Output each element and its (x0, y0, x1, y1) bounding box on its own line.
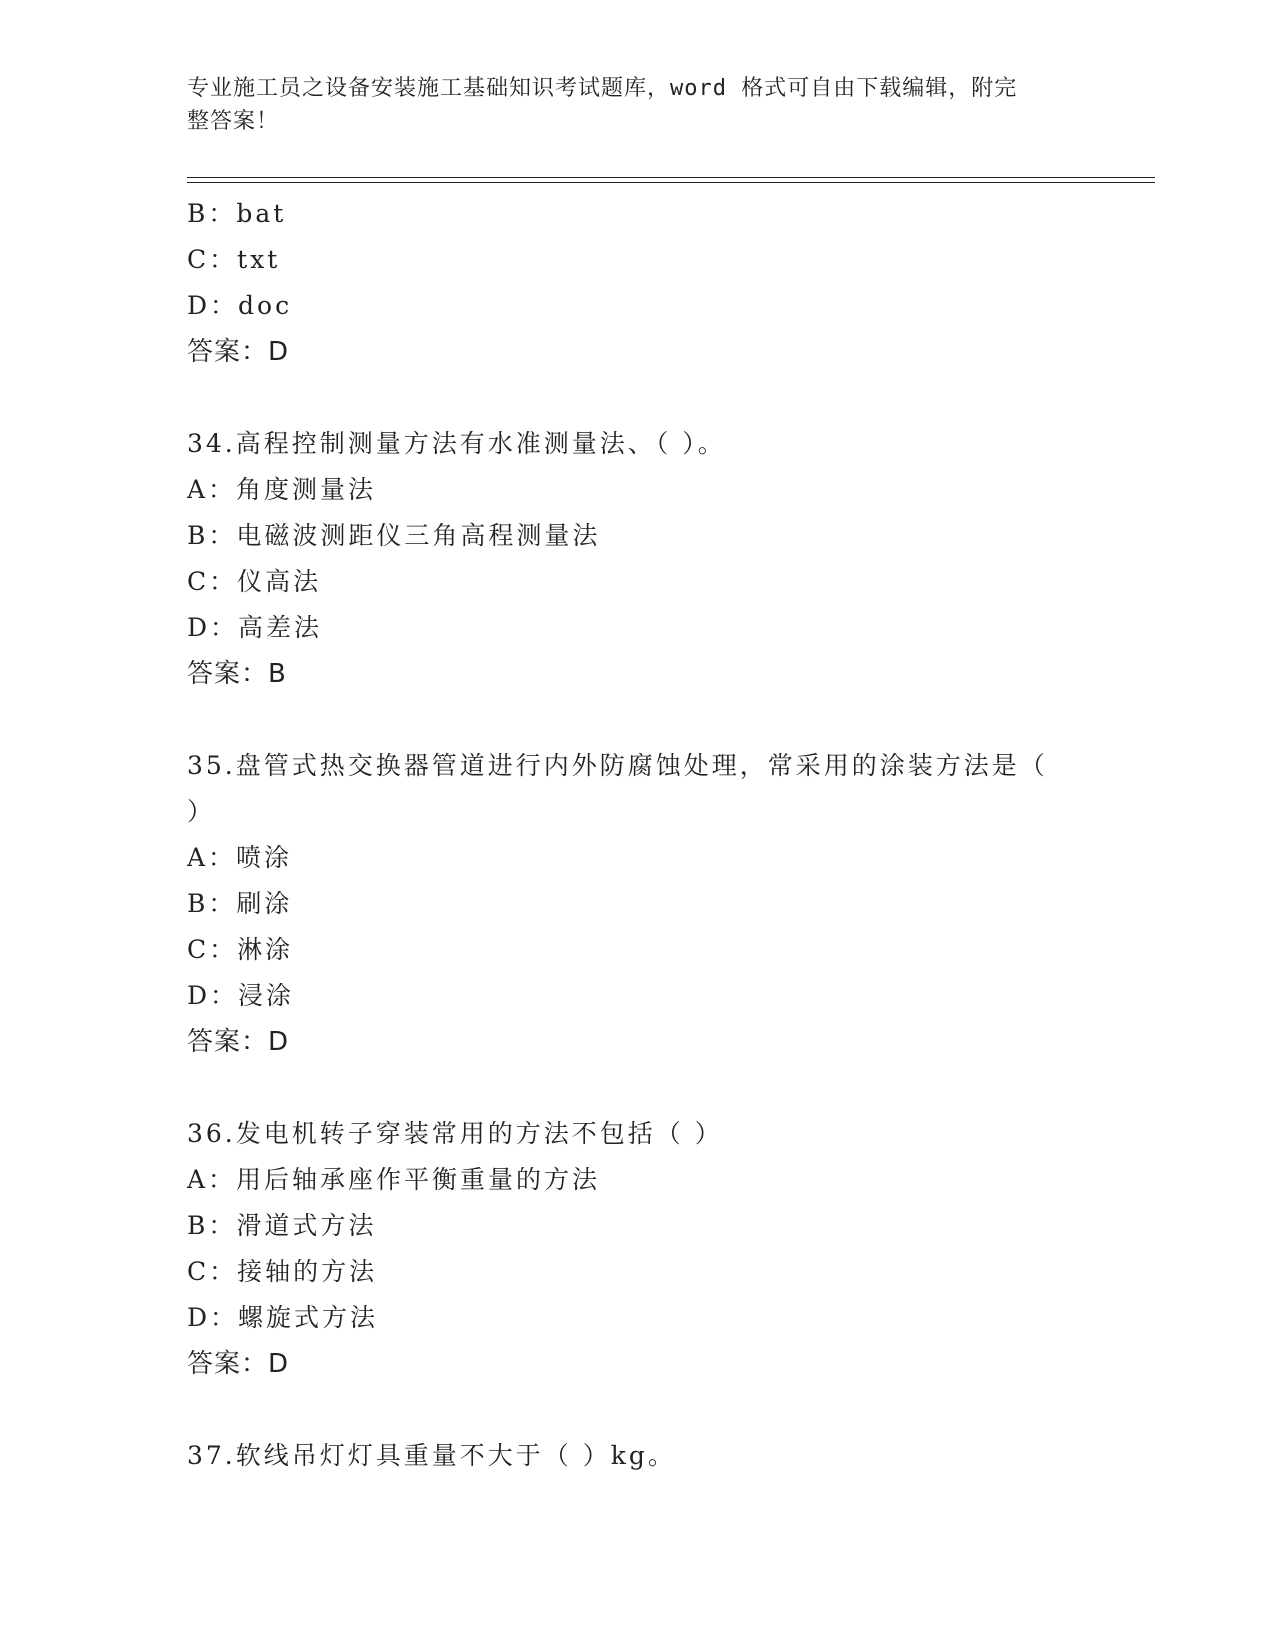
option-b: B：刷涂 (187, 889, 293, 918)
question-list (187, 191, 1147, 1479)
question-37 (187, 1433, 1147, 1479)
option-d: D：螺旋式方法 (187, 1303, 379, 1332)
option-c: C：接轴的方法 (187, 1257, 378, 1286)
answer: 答案：D (187, 337, 290, 367)
option-d: D：浸涂 (187, 981, 295, 1010)
option-d: D：doc (187, 291, 293, 320)
option-a: A：用后轴承座作平衡重量的方法 (187, 1165, 601, 1194)
document-header (187, 72, 1087, 138)
question-text: 35.盘管式热交换器管道进行内外防腐蚀处理，常采用的涂装方法是（ (187, 751, 1048, 780)
question-text: 37.软线吊灯灯具重量不大于（ ）kg。 (187, 1441, 676, 1470)
option-a: A：喷涂 (187, 843, 293, 872)
question-36 (187, 1111, 1147, 1387)
option-a: A：角度测量法 (187, 475, 377, 504)
question-33-continuation (187, 191, 1147, 375)
header-title-line-2: 整答案！ (187, 109, 280, 134)
question-35 (187, 743, 1147, 1065)
option-c: C：淋涂 (187, 935, 294, 964)
option-b: B：滑道式方法 (187, 1211, 377, 1240)
option-b: B：bat (187, 199, 287, 228)
option-c: C：txt (187, 245, 281, 274)
question-text-continued: ） (187, 797, 216, 826)
question-34 (187, 421, 1147, 697)
header-divider-top (187, 177, 1155, 178)
answer: 答案：B (187, 659, 287, 689)
answer: 答案：D (187, 1349, 290, 1379)
option-d: D：高差法 (187, 613, 323, 642)
question-text: 34.高程控制测量方法有水准测量法、（ ）。 (187, 429, 726, 458)
answer: 答案：D (187, 1027, 290, 1057)
option-b: B：电磁波测距仪三角高程测量法 (187, 521, 601, 550)
question-text: 36.发电机转子穿装常用的方法不包括（ ） (187, 1119, 723, 1148)
option-c: C：仪高法 (187, 567, 322, 596)
header-title-line-1: 专业施工员之设备安装施工基础知识考试题库，word 格式可自由下载编辑，附完 (187, 76, 1018, 101)
header-divider-bottom (187, 182, 1155, 183)
